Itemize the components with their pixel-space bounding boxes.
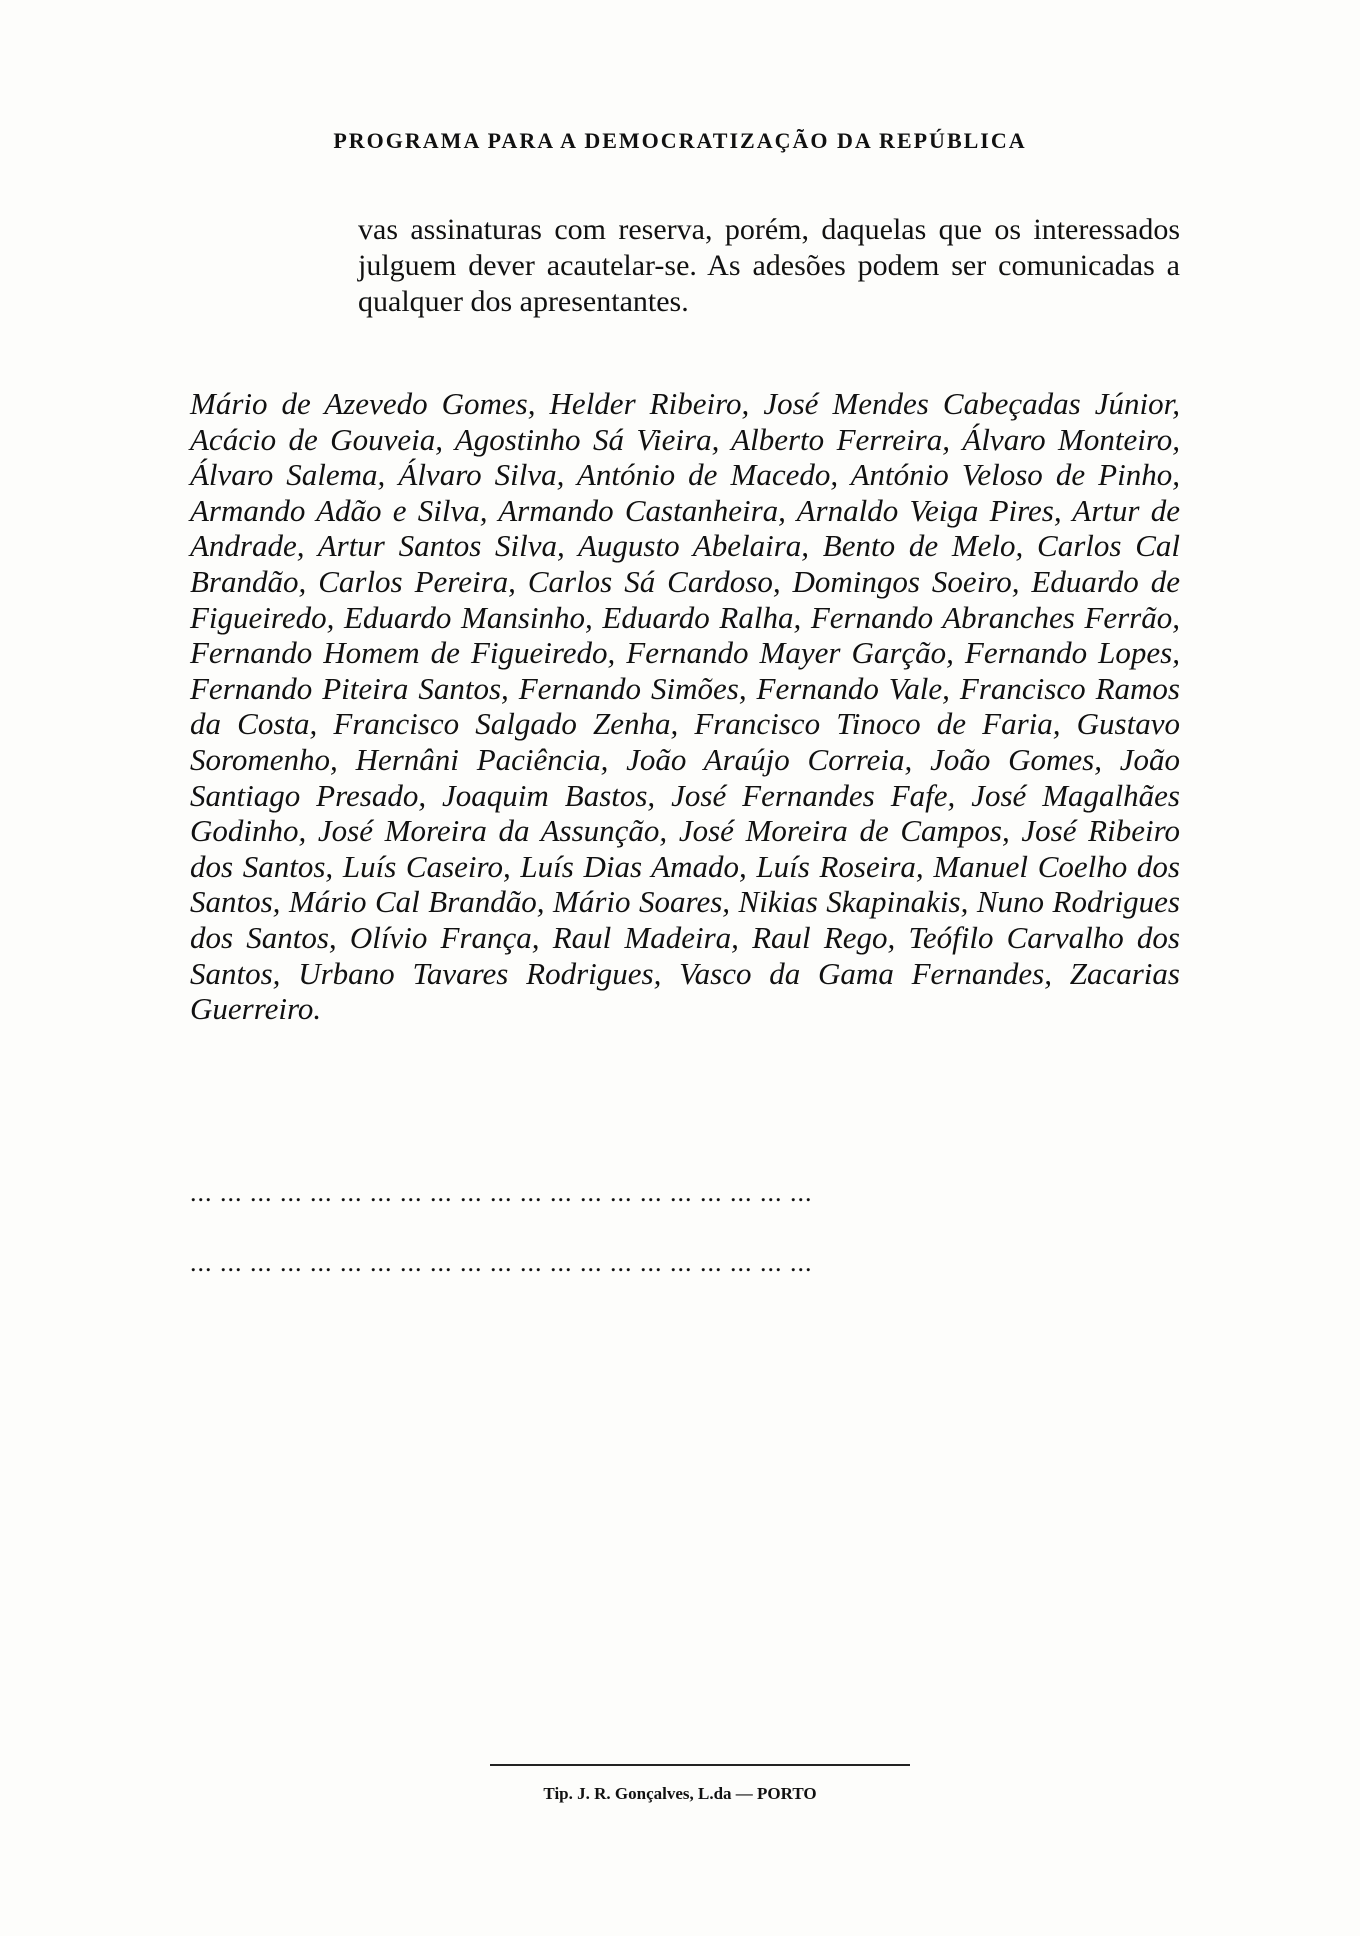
footer-rule — [490, 1764, 910, 1766]
blank-signature-line: ... ... ... ... ... ... ... ... ... ... ... ... ... ... ... ... ... ... ... ... ... — [190, 1178, 813, 1207]
printer-imprint: Tip. J. R. Gonçalves, L.da — PORTO — [543, 1784, 817, 1803]
continued-paragraph: vas assinaturas com reserva, porém, daquelas que os interessados julguem dever acautelar-se. As adesões podem ser comunicadas a qualquer dos apresentantes. — [358, 213, 1180, 318]
signatories-list: Mário de Azevedo Gomes, Helder Ribeiro, José Mendes Cabeçadas Júnior, Acácio de Gouveia, Agostinho Sá Vieira, Alberto Ferreira, Álvaro Monteiro, Álvaro Salema, Álvaro Silva, António de Macedo, António Veloso de Pinho, Armando Adão e Silva, Armando Castanheira, Arnaldo Veiga Pires, Artur de Andrade, Artur Santos Silva, Augusto Abelaira, Bento de Melo, Carlos Cal Brandão, Carlos Pereira, Carlos Sá Cardoso, Domingos Soeiro, Eduardo de Figueiredo, Eduardo Mansinho, Eduardo Ralha, Fernando Abranches Ferrão, Fernando Homem de Figueiredo, Fernando Mayer Garção, Fernando Lopes, Fernando Piteira Santos, Fernando Simões, Fernando Vale, Francisco Ramos da Costa, Francisco Salgado Zenha, Francisco Tinoco de Faria, Gustavo Soromenho, Hernâni Paciência, João Araújo Correia, João Gomes, João Santiago Presado, Joaquim Bastos, José Fernandes Fafe, José Magalhães Godinho, José Moreira da Assunção, José Moreira de Campos, José Ribeiro dos Santos, Luís Caseiro, Luís Dias Amado, Luís Roseira, Manuel Coelho dos Santos, Mário Cal Brandão, Mário Soares, Nikias Skapinakis, Nuno Rodrigues dos Santos, Olívio França, Raul Madeira, Raul Rego, Teófilo Carvalho dos Santos, Urbano Tavares Rodrigues, Vasco da Gama Fernandes, Zacarias Guerreiro. — [190, 386, 1180, 1027]
running-head: PROGRAMA PARA A DEMOCRATIZAÇÃO DA REPÚBLICA — [333, 128, 1027, 153]
blank-signature-line: ... ... ... ... ... ... ... ... ... ... ... ... ... ... ... ... ... ... ... ... ... — [190, 1248, 813, 1277]
